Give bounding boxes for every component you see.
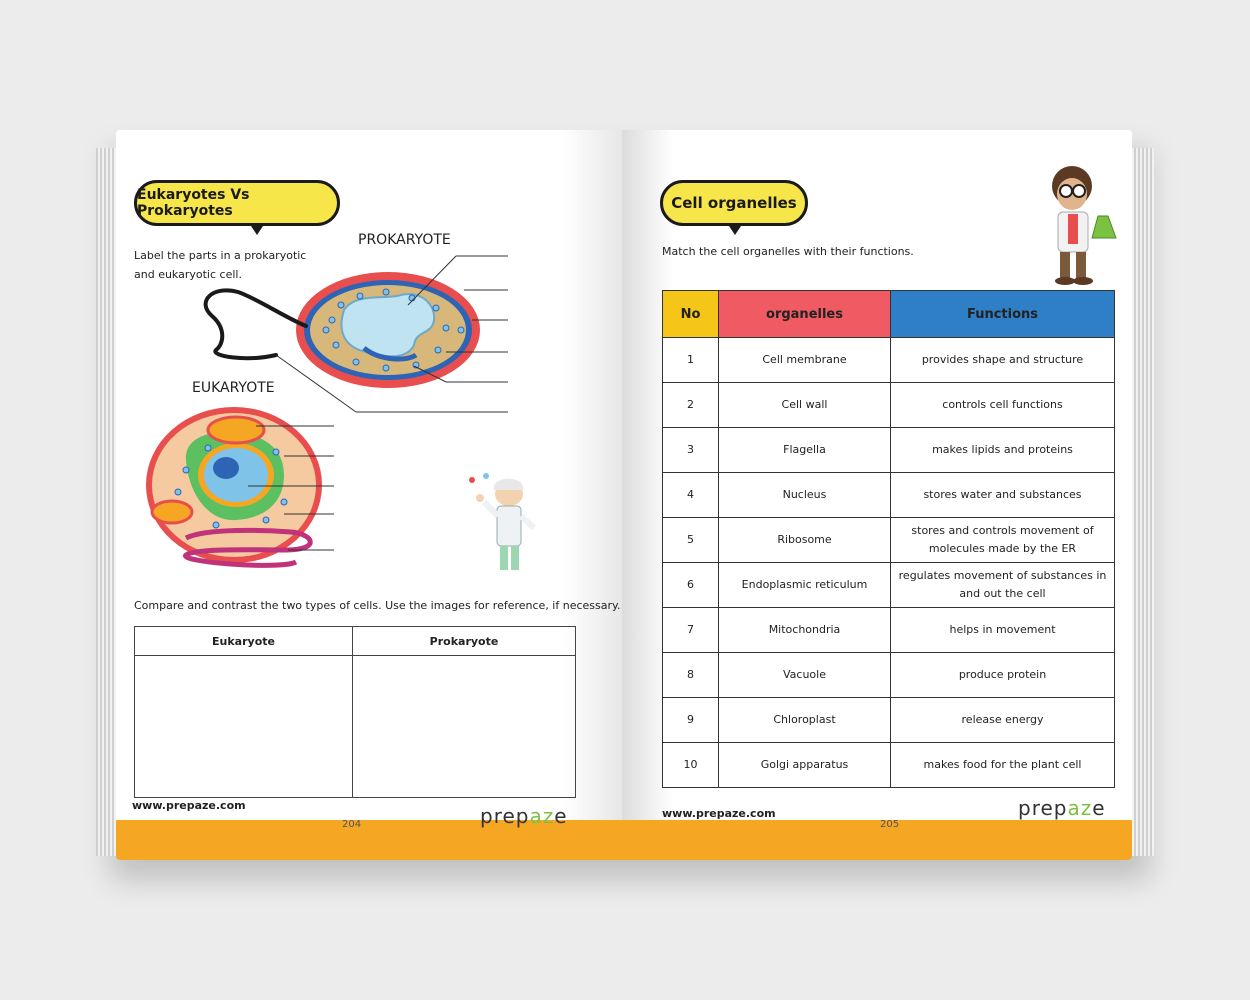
table-row: [663, 653, 1115, 698]
left-page-number: 204: [342, 819, 362, 830]
left-url: www.prepaze.com: [132, 799, 246, 812]
table-row: [663, 428, 1115, 473]
table-row: [663, 383, 1115, 428]
row-number: 8: [663, 653, 719, 698]
left-page-title: Eukaryotes Vs Prokaryotes: [137, 187, 250, 219]
right-page-number: 205: [880, 819, 900, 830]
match-instruction: Match the cell organelles with their functions.: [662, 245, 914, 258]
header-no: No: [663, 291, 719, 338]
function-cell: stores and controls movement of molecules made by the ER: [891, 518, 1115, 563]
compare-col-eukaryote: [135, 627, 353, 797]
function-cell: regulates movement of substances in and out the cell: [891, 563, 1115, 608]
table-row: [663, 518, 1115, 563]
row-number: 5: [663, 518, 719, 563]
row-number: 3: [663, 428, 719, 473]
function-cell: controls cell functions: [891, 383, 1115, 428]
function-cell: produce protein: [891, 653, 1115, 698]
organelle-cell: Vacuole: [719, 653, 891, 698]
organelle-cell: Cell wall: [719, 383, 891, 428]
eukaryote-diagram: [146, 407, 334, 565]
function-cell: makes lipids and proteins: [891, 428, 1115, 473]
function-cell: provides shape and structure: [891, 338, 1115, 383]
right-brand-logo: prepaze: [1018, 796, 1106, 820]
function-cell: makes food for the plant cell: [891, 743, 1115, 788]
compare-col-prokaryote: [353, 627, 575, 797]
label-instruction: Label the parts in a prokaryotic and eukaryotic cell.: [134, 249, 307, 281]
eukaryote-label: EUKARYOTE: [192, 380, 275, 396]
header-functions: Functions: [891, 291, 1115, 338]
row-number: 2: [663, 383, 719, 428]
row-number: 10: [663, 743, 719, 788]
organelle-cell: Ribosome: [719, 518, 891, 563]
right-page-title: Cell organelles: [671, 194, 797, 212]
cell-diagrams: [116, 130, 624, 590]
organelle-cell: Cell membrane: [719, 338, 891, 383]
table-row: [663, 743, 1115, 788]
scientist-illustration-left: [469, 473, 534, 570]
row-number: 1: [663, 338, 719, 383]
organelle-cell: Mitochondria: [719, 608, 891, 653]
right-title-bubble: [660, 180, 808, 226]
compare-table: [134, 626, 576, 798]
organelle-cell: Golgi apparatus: [719, 743, 891, 788]
row-number: 4: [663, 473, 719, 518]
right-url: www.prepaze.com: [662, 807, 776, 820]
right-footer-band: [622, 820, 1132, 860]
row-number: 9: [663, 698, 719, 743]
table-row: [663, 338, 1115, 383]
function-cell: stores water and substances: [891, 473, 1115, 518]
left-brand-logo: prepaze: [480, 804, 568, 828]
table-row: [663, 473, 1115, 518]
row-number: 6: [663, 563, 719, 608]
compare-instruction: Compare and contrast the two types of cells. Use the images for reference, if necessary.: [134, 599, 621, 612]
left-page: [116, 130, 624, 860]
prokaryote-diagram: [206, 256, 508, 412]
organelle-cell: Nucleus: [719, 473, 891, 518]
table-row: [663, 608, 1115, 653]
function-cell: helps in movement: [891, 608, 1115, 653]
organelle-cell: Flagella: [719, 428, 891, 473]
row-number: 7: [663, 608, 719, 653]
header-organelles: organelles: [719, 291, 891, 338]
organelle-table: [662, 290, 1115, 788]
right-page: [622, 130, 1132, 860]
function-cell: release energy: [891, 698, 1115, 743]
boy-scientist-illustration: [1038, 164, 1118, 294]
compare-header-prokaryote: Prokaryote: [353, 627, 575, 656]
table-row: [663, 563, 1115, 608]
organelle-cell: Endoplasmic reticulum: [719, 563, 891, 608]
prokaryote-label: PROKARYOTE: [358, 232, 451, 248]
organelle-cell: Chloroplast: [719, 698, 891, 743]
compare-header-eukaryote: Eukaryote: [135, 627, 352, 656]
table-row: [663, 698, 1115, 743]
